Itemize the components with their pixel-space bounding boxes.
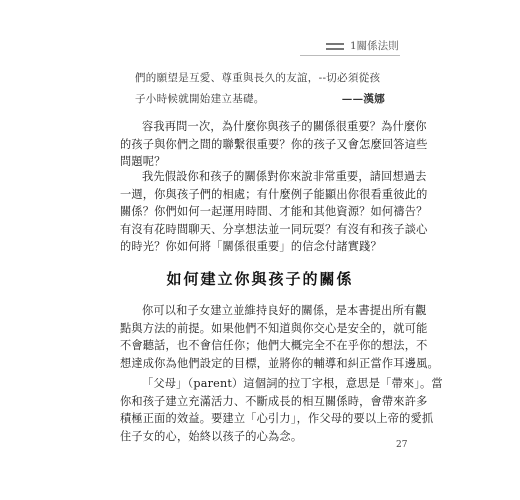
paragraph-line: 住子女的心，始終以孩子的心為念。 [120, 429, 303, 443]
paragraph-line: 你和孩子建立充滿活力、不斷成長的相互關係時，會帶來許多 [120, 394, 428, 408]
paragraph-line: 的孩子與你們之間的聯繫很重要？你的孩子又會怎麼回答這些 [120, 137, 428, 151]
paragraph-line: 問題呢？ [120, 155, 166, 169]
running-header [326, 38, 399, 53]
chapter-title: 1關係法則 [350, 40, 399, 52]
paragraph-line: 有沒有花時間聊天、分享想法並一同玩耍？有沒有和孩子談心 [120, 222, 428, 236]
quote-line-2 [135, 89, 385, 110]
epigraph-quote [135, 68, 385, 110]
paragraph-line: 想達成你為他們設定的目標，並將你的輔導和糾正當作耳邊風。 [120, 356, 439, 370]
quote-line-2-text: 子小時候就開始建立基礎。 [135, 93, 265, 105]
header-rule [300, 55, 400, 56]
paragraph-2 [120, 168, 428, 256]
page-number: 27 [396, 440, 408, 450]
paragraph-1 [120, 118, 428, 171]
paragraph-line: 的時光？你如何將「關係很重要」的信念付諸實踐？ [120, 240, 382, 254]
paragraph-line: 我先假設你和孩子的關係對你來說非常重要，請回想過去 [142, 170, 427, 183]
paragraph-3 [120, 302, 439, 372]
paragraph-line: 積極正面的效益。要建立「心引力」，作父母的要以上帝的愛抓 [120, 412, 434, 426]
paragraph-line: 「父母」（parent）這個詞的拉丁字根，意思是「帶來」。當 [142, 377, 443, 390]
header-ornament-icon [326, 40, 344, 52]
paragraph-line: 一週，你與孩子們的相處；有什麼例子能顯出你很看重彼此的 [120, 187, 428, 201]
paragraph-line: 點與方法的前提。如果他們不知道與你交心是安全的，就可能 [120, 321, 428, 335]
paragraph-line: 你可以和子女建立並維持良好的關係，是本書提出所有觀 [142, 304, 427, 317]
paragraph-line: 不會聽話，也不會信任你；他們大概完全不在乎你的想法，不 [120, 339, 428, 353]
section-heading: 如何建立你與孩子的關係 [166, 270, 354, 288]
paragraph-line: 關係？你們如何一起運用時間、才能和其他資源？如何禱告？ [120, 205, 428, 219]
quote-author: ——漢娜 [341, 93, 385, 105]
quote-line-1: 們的願望是互愛、尊重與長久的友誼，--切必須從孩 [135, 72, 381, 84]
paragraph-line: 容我再問一次，為什麼你與孩子的關係很重要？為什麼你 [142, 120, 427, 133]
